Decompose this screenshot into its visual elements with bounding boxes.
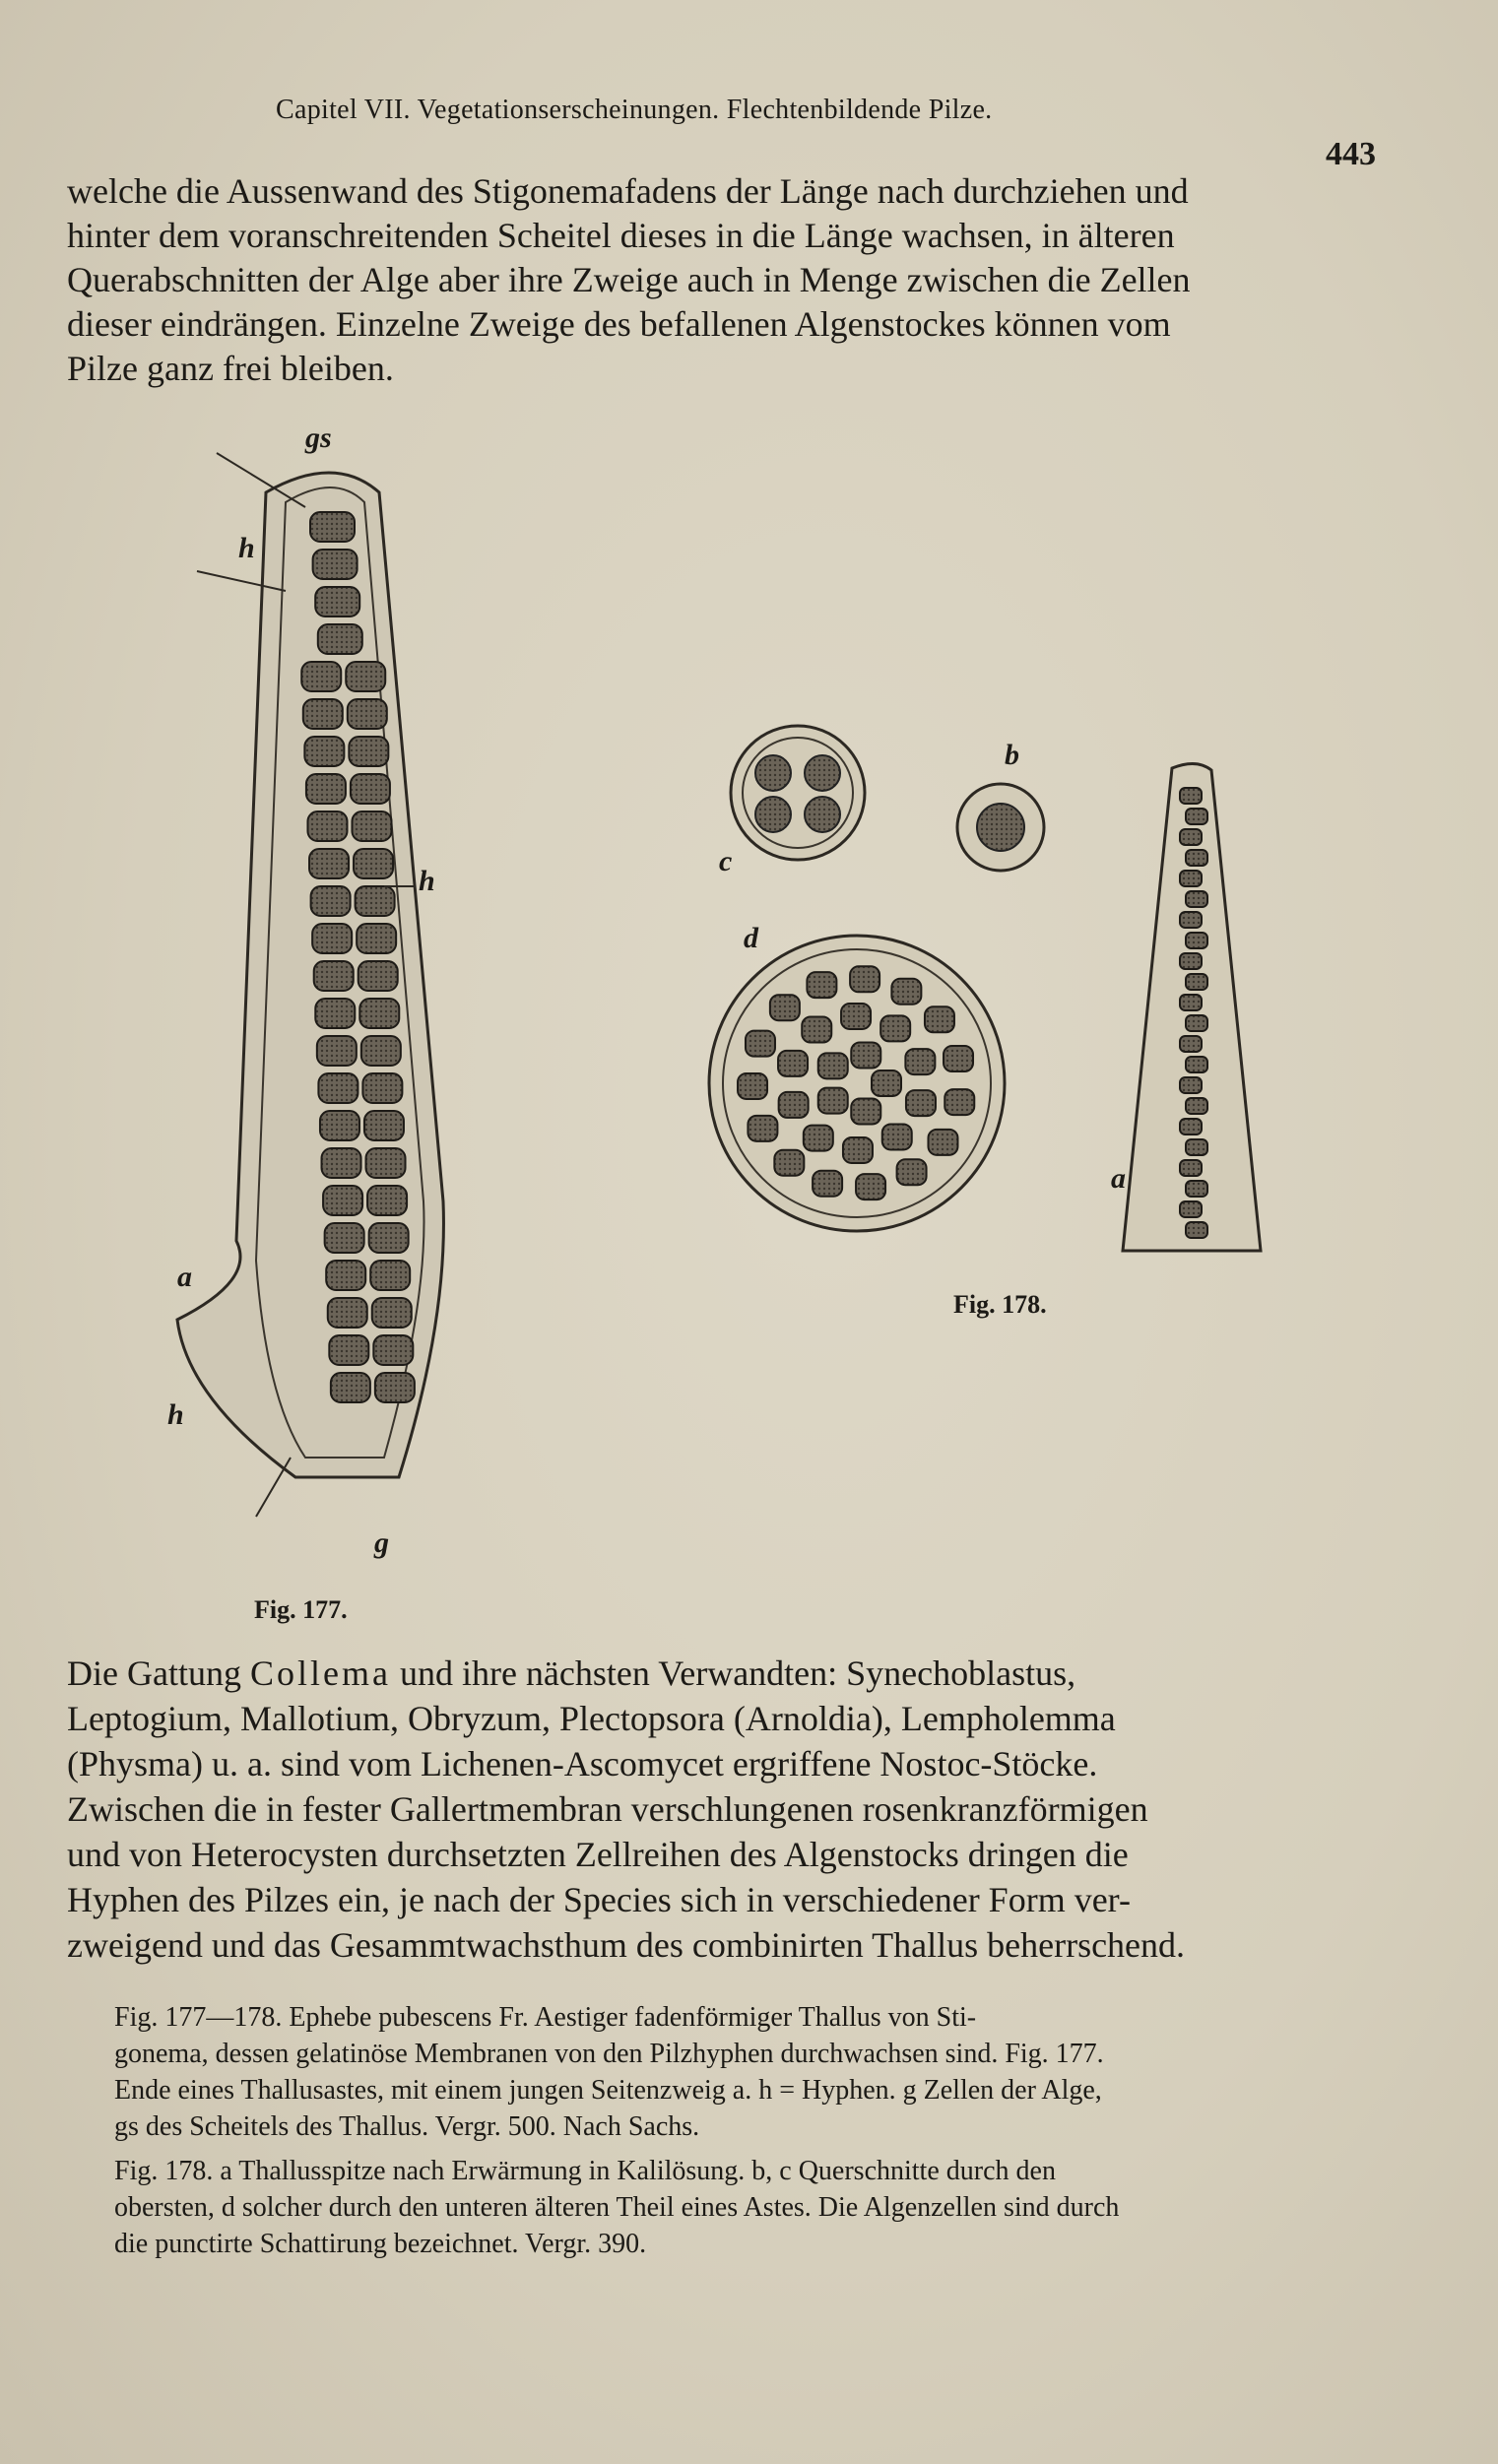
thallus-tip-drawing	[1113, 758, 1270, 1261]
text-line	[67, 1651, 1393, 1696]
algal-cell	[320, 1111, 359, 1140]
algal-cell	[944, 1046, 973, 1071]
label-h-top: h	[238, 532, 255, 564]
algal-cell	[1180, 829, 1202, 845]
algal-cell	[905, 1049, 935, 1074]
algal-cell	[322, 1148, 361, 1178]
algal-cell	[818, 1088, 848, 1114]
text-line: (Physma) u. a. sind vom Lichenen-Ascomycet ergriffene Nostoc-Stöcke.	[67, 1744, 1098, 1783]
algal-cell	[309, 849, 349, 878]
algal-cell	[813, 1171, 842, 1197]
fig-177-label: Fig. 177.	[254, 1595, 348, 1624]
caption-line: obersten, d solcher durch den unteren älteren Theil eines Astes. Die Algenzellen sind durch	[114, 2192, 1120, 2223]
algal-cell	[1180, 788, 1202, 804]
algal-cell	[1180, 912, 1202, 928]
algal-cell	[361, 1036, 401, 1066]
algal-cell	[373, 1335, 413, 1365]
caption-line: Fig. 178. a Thallusspitze nach Erwärmung in Kalilösung. b, c Querschnitte durch den	[114, 2156, 1056, 2186]
algal-cell	[318, 624, 362, 654]
algal-cell	[928, 1130, 957, 1155]
text-line: zweigend und das Gesammtwachsthum des combinirten Thallus beherrschend.	[67, 1925, 1186, 1965]
algal-cell	[804, 1126, 833, 1151]
algal-cell	[331, 1373, 370, 1402]
algal-cell	[304, 737, 344, 766]
text-fragment: und ihre nächsten Verwandten: Synechoblastus,	[399, 1653, 1076, 1693]
caption-line: gs des Scheitels des Thallus. Vergr. 500. Nach Sachs.	[114, 2111, 700, 2142]
algal-cell	[326, 1261, 365, 1290]
algal-cell	[1186, 1139, 1207, 1155]
figure-177-drawing	[148, 433, 473, 1566]
text-line: dieser eindrängen. Einzelne Zweige des befallenen Algenstockes können vom	[67, 304, 1171, 344]
algal-cell	[1180, 1160, 1202, 1176]
algal-cell	[802, 1017, 831, 1043]
algal-cell	[1180, 1036, 1202, 1052]
algal-cell	[738, 1073, 767, 1099]
label-c: c	[719, 845, 733, 877]
algal-cell	[1186, 1222, 1207, 1238]
algal-cell	[349, 737, 388, 766]
algal-cell	[301, 662, 341, 691]
label-a-178: a	[1111, 1162, 1126, 1195]
caption-line: die punctirte Schattirung bezeichnet. Vergr. 390.	[114, 2229, 647, 2259]
algal-cell	[346, 662, 385, 691]
algal-cell	[306, 774, 346, 804]
algal-cell	[1186, 974, 1207, 990]
algal-cell	[851, 1099, 880, 1125]
algal-cell	[818, 1053, 848, 1078]
algal-cell	[1186, 1015, 1207, 1031]
algal-cell	[315, 999, 355, 1028]
text-line: hinter dem voranschreitenden Scheitel dieses in die Länge wachsen, in älteren	[67, 216, 1175, 255]
algal-cell	[1186, 809, 1207, 824]
algal-cell	[746, 1031, 775, 1057]
algal-cell	[328, 1298, 367, 1328]
caption-fig-178	[114, 2153, 1365, 2262]
algal-cell	[891, 979, 921, 1005]
page-number: 443	[1326, 136, 1376, 172]
caption-line: Ende eines Thallusastes, mit einem jungen Seitenzweig a. h = Hyphen. g Zellen der Alge,	[114, 2075, 1102, 2106]
algal-cell	[897, 1159, 927, 1185]
algal-cell	[906, 1090, 936, 1116]
algal-cell	[359, 999, 399, 1028]
algal-cell	[367, 1186, 407, 1215]
fig-178-label: Fig. 178.	[953, 1290, 1047, 1319]
algal-cell	[851, 1042, 880, 1068]
algal-cell	[1180, 953, 1202, 969]
algal-cell	[843, 1137, 873, 1163]
algal-cell	[312, 924, 352, 953]
algal-cell	[1186, 850, 1207, 866]
algal-cell	[362, 1073, 402, 1103]
algal-cell	[774, 1150, 804, 1176]
algal-cell	[1186, 891, 1207, 907]
text-line: Pilze ganz frei bleiben.	[67, 349, 394, 388]
intro-paragraph	[67, 169, 1393, 391]
algal-cell	[318, 1073, 358, 1103]
algal-cell	[925, 1006, 954, 1032]
algal-cell	[1180, 1119, 1202, 1135]
algal-cell	[1180, 1077, 1202, 1093]
algal-cell	[315, 587, 359, 616]
algal-cell	[1180, 995, 1202, 1010]
text-line: Querabschnitten der Alge aber ihre Zweige auch in Menge zwischen die Zellen	[67, 260, 1191, 299]
caption-line: gonema, dessen gelatinöse Membranen von den Pilzhyphen durchwachsen sind. Fig. 177.	[114, 2039, 1104, 2069]
algal-cell	[1180, 871, 1202, 886]
algal-cell	[778, 1051, 808, 1076]
algal-cell	[351, 774, 390, 804]
label-g: g	[374, 1526, 389, 1559]
algal-cell	[1186, 1181, 1207, 1197]
figure-178-d	[699, 922, 1014, 1241]
algal-cell	[323, 1186, 362, 1215]
algal-cell	[313, 550, 358, 579]
label-h-right: h	[419, 865, 435, 897]
algal-cell	[303, 699, 343, 729]
label-b: b	[1005, 739, 1019, 771]
main-paragraph	[67, 1651, 1393, 1968]
algal-cell	[375, 1373, 415, 1402]
algal-cell	[1180, 1201, 1202, 1217]
algal-cell	[307, 811, 347, 841]
algal-cell	[856, 1174, 885, 1200]
algal-cell	[1186, 1057, 1207, 1072]
algal-cell	[880, 1015, 910, 1041]
algal-cell	[1186, 933, 1207, 948]
text-line: und von Heterocysten durchsetzten Zellreihen des Algenstocks dringen die	[67, 1835, 1129, 1874]
algal-cell	[357, 924, 396, 953]
algal-cell	[850, 966, 879, 992]
section-d-drawing	[699, 926, 1014, 1241]
algal-cell	[748, 1116, 777, 1141]
algal-cell	[369, 1223, 409, 1253]
algal-cell	[358, 961, 398, 991]
algal-cell	[311, 886, 351, 916]
running-head: Capitel VII. Vegetationserscheinungen. Flechtenbildende Pilze.	[276, 95, 993, 125]
text-fragment: Die Gattung	[67, 1653, 241, 1693]
algal-cell	[354, 849, 393, 878]
algal-cell	[314, 961, 354, 991]
caption-fig-177	[114, 1999, 1365, 2145]
algal-cell	[944, 1089, 974, 1115]
algal-cell	[352, 811, 391, 841]
text-line: Zwischen die in fester Gallertmembran verschlungenen rosenkranzförmigen	[67, 1789, 1148, 1829]
label-h-bottom: h	[167, 1398, 184, 1431]
algal-cell	[841, 1004, 871, 1029]
text-line: Hyphen des Pilzes ein, je nach der Species sich in verschiedener Form ver-	[67, 1880, 1131, 1919]
figure-177	[148, 421, 473, 1566]
text-line: welche die Aussenwand des Stigonemafadens der Länge nach durchziehen und	[67, 171, 1189, 211]
text-line: Leptogium, Mallotium, Obryzum, Plectopsora (Arnoldia), Lempholemma	[67, 1699, 1116, 1738]
label-gs: gs	[305, 421, 332, 454]
algal-cell	[348, 699, 387, 729]
algal-cell	[872, 1070, 901, 1096]
algal-cell	[770, 995, 800, 1020]
algal-cell	[325, 1223, 364, 1253]
algal-cell	[1186, 1098, 1207, 1114]
label-a: a	[177, 1261, 192, 1293]
algal-cell	[364, 1111, 404, 1140]
caption-line: Fig. 177—178. Ephebe pubescens Fr. Aestiger fadenförmiger Thallus von Sti-	[114, 2002, 977, 2033]
algal-cell	[366, 1148, 406, 1178]
label-d: d	[744, 922, 758, 954]
algal-cell	[370, 1261, 410, 1290]
algal-cell	[779, 1092, 809, 1118]
algal-cell	[356, 886, 395, 916]
algal-cell	[317, 1036, 357, 1066]
algal-cell	[807, 972, 836, 998]
genus-name: Collema	[249, 1653, 391, 1693]
algal-cell	[882, 1124, 912, 1149]
algal-cell	[310, 512, 355, 542]
figure-178-a	[1113, 758, 1270, 1261]
algal-cell	[329, 1335, 368, 1365]
algal-cell	[372, 1298, 412, 1328]
